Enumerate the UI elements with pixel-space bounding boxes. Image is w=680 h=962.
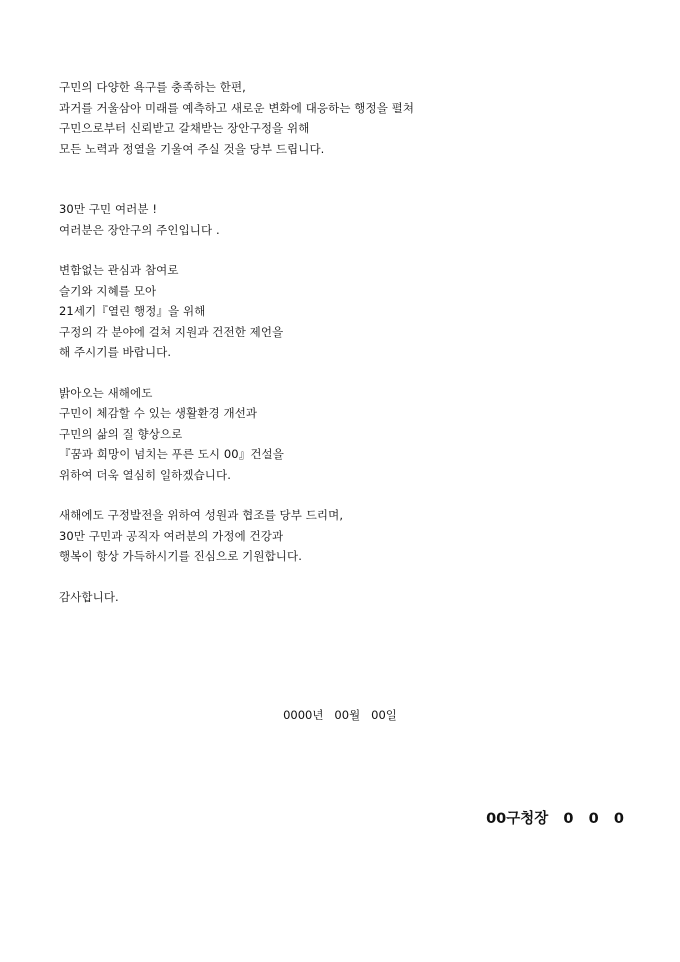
text-line: 모든 노력과 정열을 기울여 주실 것을 당부 드립니다. — [59, 141, 325, 156]
text-line: 감사합니다. — [59, 589, 119, 604]
text-line: 밝아오는 새해에도 — [59, 385, 153, 400]
paragraph-spacer — [59, 485, 639, 505]
text-line: 과거를 거울삼아 미래를 예측하고 새로운 변화에 대응하는 행정을 펼쳐 — [59, 100, 415, 115]
text-line: 슬기와 지혜를 모아 — [59, 283, 157, 298]
text-line: 해 주시기를 바랍니다. — [59, 345, 172, 359]
text-line: 구민이 체감할 수 있는 생활환경 개선과 — [59, 406, 258, 420]
paragraph-request — [59, 77, 639, 159]
letter-body — [59, 77, 639, 607]
text-line: 『꿈과 희망이 넘치는 푸른 도시 00』건설을 — [59, 447, 284, 461]
text-line: 행복이 항상 가득하시기를 진심으로 기원합니다. — [59, 549, 302, 563]
paragraph-spacer — [59, 159, 639, 199]
text-line: 새해에도 구정발전을 위하여 성원과 협조를 당부 드리며, — [59, 508, 344, 522]
paragraph-thanks — [59, 587, 639, 608]
paragraph-spacer — [59, 363, 639, 383]
text-line: 30만 구민과 공직자 여러분의 가정에 건강과 — [59, 528, 284, 543]
paragraph-spacer — [59, 567, 639, 587]
paragraph-address — [59, 199, 639, 240]
text-line: 변함없는 관심과 참여로 — [59, 263, 179, 277]
signature-line: 00구청장 0 0 0 — [486, 811, 624, 827]
text-line: 구정의 각 분야에 걸쳐 지원과 건전한 제언을 — [59, 324, 284, 339]
text-line: 위하여 더욱 열심히 일하겠습니다. — [59, 467, 231, 482]
paragraph-wishes — [59, 505, 639, 567]
paragraph-new-year — [59, 383, 639, 486]
letter-date: 0000년 00월 00일 — [283, 708, 397, 722]
text-line: 구민의 다양한 욕구를 충족하는 한편, — [59, 80, 246, 94]
text-line: 여러분은 장안구의 주인입니다 . — [59, 222, 220, 237]
text-line: 21세기『열린 행정』을 위해 — [59, 304, 206, 318]
text-line: 30만 구민 여러분 ! — [59, 202, 158, 216]
paragraph-participation — [59, 260, 639, 363]
paragraph-spacer — [59, 240, 639, 260]
text-line: 구민의 삶의 질 향상으로 — [59, 426, 183, 441]
text-line: 구민으로부터 신뢰받고 갈채받는 장안구정을 위해 — [59, 121, 310, 135]
